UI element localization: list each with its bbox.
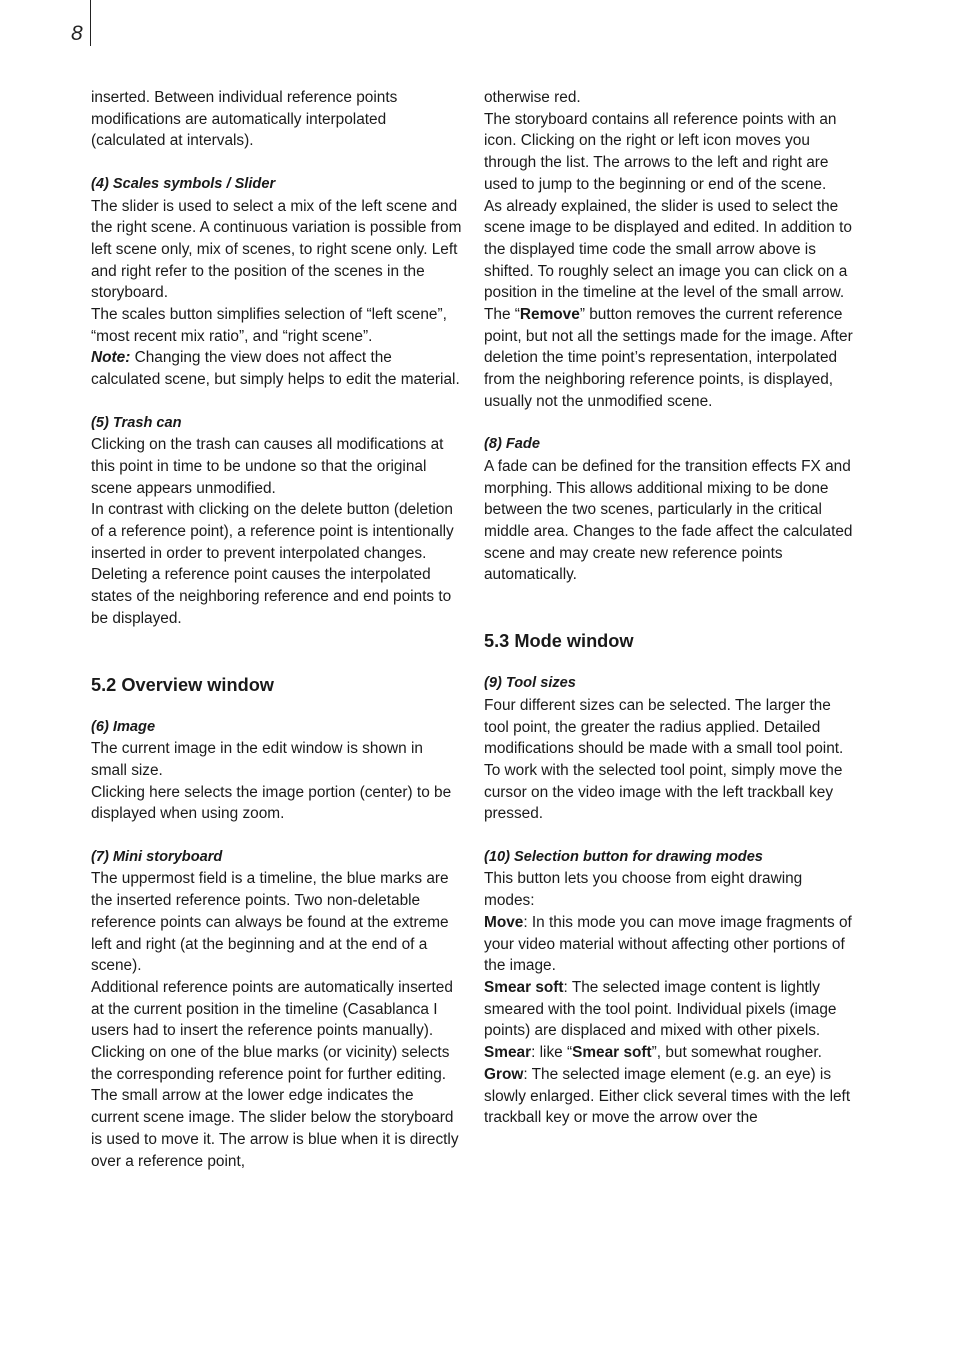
mode-label: Smear bbox=[484, 1044, 532, 1062]
mode-label: Grow bbox=[484, 1065, 524, 1083]
note-paragraph bbox=[91, 347, 463, 390]
remove-label: Remove bbox=[519, 306, 580, 324]
mode-smear-soft bbox=[484, 977, 856, 1042]
text: ” button removes the current reference point, but not all the settings made for the image. After deletion the time point’s representation, interpolated from the neighboring reference points, is displayed, usually not the unmodified scene. bbox=[484, 306, 853, 410]
paragraph: Clicking on the trash can causes all modifications at this point in time to be undone so that the original scene appears unmodified. bbox=[91, 436, 444, 497]
mode-label: Smear soft bbox=[484, 978, 564, 996]
right-column bbox=[484, 87, 856, 1129]
text: : The selected image content is lightly smeared with the tool point. Individual pixels (image points) are displaced and mixed with other pixels. bbox=[484, 978, 837, 1040]
mode-smear bbox=[484, 1042, 856, 1064]
mode-reference: Smear soft bbox=[572, 1044, 652, 1062]
paragraph: This button lets you choose from eight drawing modes: bbox=[484, 870, 803, 910]
text: The “ bbox=[484, 306, 520, 324]
section-heading-overview-window: 5.2 Overview window bbox=[91, 674, 274, 695]
header-rule bbox=[90, 0, 91, 46]
subheading-mini-storyboard: (7) Mini storyboard bbox=[91, 848, 223, 865]
paragraph: In contrast with clicking on the delete button (deletion of a reference point), a reference point is intentionally inserted in order to prevent interpolated changes. Deleting a reference point causes the interpolated states of the neighboring reference and end points to be displayed. bbox=[91, 501, 454, 627]
text: : The selected image element (e.g. an eye) is slowly enlarged. Either click several times with the left trackball key or move the arrow over the bbox=[484, 1065, 851, 1127]
note-text: Changing the view does not affect the calculated scene, but simply helps to edit the material. bbox=[91, 349, 460, 389]
paragraph: The uppermost field is a timeline, the blue marks are the inserted reference points. Two non-deletable reference points can always be found at the extreme left and right (at the beginning and at the end of a scene). bbox=[91, 870, 449, 975]
paragraph: As already explained, the slider is used to select the scene image to be displayed and edited. In addition to the displayed time code the small arrow above is shifted. To roughly select an image you can click on a position in the timeline at the level of the small arrow. bbox=[484, 197, 852, 302]
subheading-fade: (8) Fade bbox=[484, 436, 540, 453]
paragraph: To work with the selected tool point, simply move the cursor on the video image with the left trackball key pressed. bbox=[484, 761, 843, 823]
mode-grow bbox=[484, 1064, 856, 1129]
subheading-trash-can: (5) Trash can bbox=[91, 414, 182, 431]
page-number: 8 bbox=[71, 22, 83, 45]
text: ”, but somewhat rougher. bbox=[651, 1044, 822, 1062]
paragraph: Four different sizes can be selected. The larger the tool point, the greater the radius applied. Detailed modifications should be made with a small tool point. bbox=[484, 696, 844, 758]
mode-label: Move bbox=[484, 913, 524, 931]
text: : In this mode you can move image fragments of your video material without affecting other portions of the image. bbox=[484, 913, 852, 975]
paragraph: The current image in the edit window is shown in small size. bbox=[91, 740, 423, 779]
subheading-scales-slider: (4) Scales symbols / Slider bbox=[91, 175, 276, 192]
subheading-tool-sizes: (9) Tool sizes bbox=[484, 675, 576, 692]
paragraph: inserted. Between individual reference points modifications are automatically interpolated (calculated at intervals). bbox=[91, 89, 398, 150]
remove-paragraph bbox=[484, 304, 856, 413]
paragraph: Clicking here selects the image portion (center) to be displayed when using zoom. bbox=[91, 783, 452, 823]
text: : like “ bbox=[531, 1044, 573, 1062]
paragraph: The scales button simplifies selection of “left scene”, “most recent mix ratio”, and “right scene”. bbox=[91, 306, 447, 345]
paragraph: The small arrow at the lower edge indicates the current scene image. The slider below the storyboard is used to move it. The arrow is blue when it is directly over a reference point, bbox=[91, 1087, 459, 1170]
mode-move bbox=[484, 912, 856, 977]
paragraph: otherwise red. bbox=[484, 89, 581, 106]
paragraph: A fade can be defined for the transition effects FX and morphing. This allows additional mixing to be done between the two scenes, particularly in the critical middle area. Changes to the fade affect the calculated scene and may create new reference points automatically. bbox=[484, 457, 853, 584]
paragraph: Additional reference points are automatically inserted at the current position in the timeline (Casablanca I users had to insert the reference points manually). bbox=[91, 978, 453, 1040]
left-column bbox=[91, 87, 463, 1172]
subheading-drawing-modes: (10) Selection button for drawing modes bbox=[484, 848, 763, 865]
paragraph: The slider is used to select a mix of the left scene and the right scene. A continuous variation is possible from left scene only, mix of scenes, to right scene only. Left and right refer to the position of the scenes in the storyboard. bbox=[91, 197, 462, 302]
note-label: Note: bbox=[91, 349, 131, 367]
paragraph: Clicking on one of the blue marks (or vicinity) selects the corresponding reference point for further editing. bbox=[91, 1044, 450, 1083]
section-heading-mode-window: 5.3 Mode window bbox=[484, 631, 634, 652]
paragraph: The storyboard contains all reference points with an icon. Clicking on the right or left icon moves you through the list. The arrows to the left and right are used to jump to the beginning or end of the scene. bbox=[484, 110, 837, 193]
subheading-image: (6) Image bbox=[91, 718, 156, 735]
